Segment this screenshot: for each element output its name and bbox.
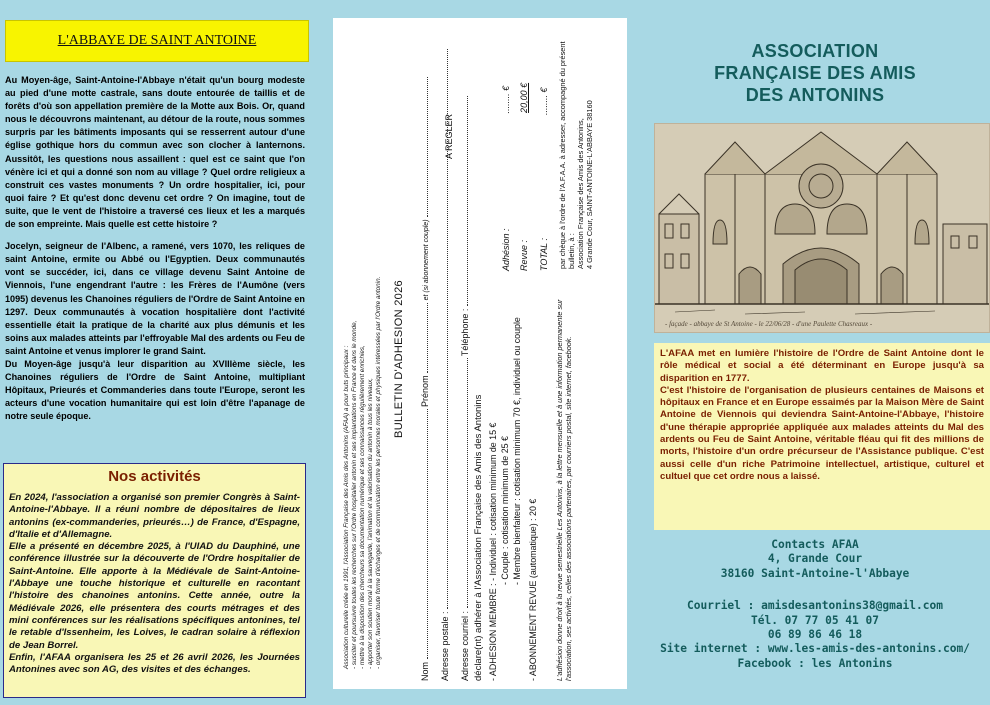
contacts-block (640, 538, 990, 671)
couple-note: et (si abonnement couple) (423, 219, 430, 301)
mission-item: - apporter son soutien moral à la sauvegarde, l'animation et la valorisation du antonin à tous les niveaux, (367, 377, 374, 669)
total-amount-label: TOTAL : (539, 237, 549, 271)
nom-row (419, 77, 430, 681)
right-panel (640, 0, 990, 705)
activities-box (3, 463, 306, 698)
a-regler-label: A REGLER (444, 113, 454, 159)
phone-1[interactable]: Tél. 07 77 05 41 07 (751, 613, 879, 627)
option-bienfaiteur[interactable]: - Membre bienfaiteur : cotisation minimum 70 €, individuel ou couple (512, 317, 522, 585)
abbaye-title: L'ABBAYE DE SAINT ANTOINE (57, 33, 257, 48)
abbaye-history-text (5, 74, 305, 432)
option-individuel[interactable]: - Individuel : cotisation minimum de 15 € (488, 422, 498, 581)
cheque-line-3: 4 Grande Cour, SAINT-ANTOINE-L'ABBAYE 38160 (585, 100, 594, 269)
revue-amount-value: 20,00 € (519, 82, 529, 113)
nom-field[interactable] (419, 409, 428, 659)
subscription-note: L'adhésion donne droit à la revue semestrielle Les Antonins, à la lettre mensuelle et à une information permanente sur l'association, ses activités, celles des associations partenaires, par courriers postal, site internet, facebook. (555, 299, 573, 681)
mission-intro: Association culturelle créée en 1991, l'Association Française des Amis des Antonins (AFAA) a pour buts principaux : (343, 345, 350, 669)
couple-field[interactable] (419, 77, 428, 217)
association-title: ASSOCIATION FRANÇAISE DES AMIS DES ANTONINS (714, 41, 916, 105)
declare-text: déclare(nt) adhérer à l'Association Française des Amis des Antonins (473, 394, 484, 681)
nom-label: Nom (420, 661, 430, 681)
payment-summary (443, 39, 455, 369)
abbey-sketch-image (654, 123, 990, 333)
contacts-title: Contacts AFAA (771, 538, 859, 551)
mission-item: - susciter et poursuivre toutes les recherches sur l'Ordre hospitalier antonin et ses implantations en France et dans le monde, (351, 320, 358, 669)
phone-2[interactable]: 06 89 86 46 18 (767, 628, 863, 642)
mission-item: - organiser, favoriser toute forme d'échanges et de communication entre les personnes morales et physiques intéressées par l'Ordre antonin. (375, 276, 382, 669)
history-paragraph-1: Au Moyen-âge, Saint-Antoine-l'Abbaye n'était qu'un bourg modeste au pied d'une motte castrale, sans doute entourée de taillis et de forêts d'où son appellation première de la Motte aux Bois. Or, quand nous le découvrons maintenant, au détour de la route, nous sommes surpris par les bâtiments imposants qui se resserrent autour d'une église gothique hors du commun avec son clocher à lanternons. Aussitôt, les questions nous assaillent : quel est ce saint que l'on vénère ici et qui a donné son nom au village ? Quel ordre religieux a construit ces vastes monuments ? Un ordre hospitalier, ici, pour quoi faire ? Et qu'est donc devenu cet ordre ? On imagine, tout de suite, que le vent de l'histoire a traversé ces lieux et les a marqués de son empreinte. Mais quelle est cette histoire ? (5, 75, 305, 230)
telephone-label: Téléphone : (460, 308, 470, 357)
cheque-line-1: par chèque à l'ordre de l'A.F.A.A. à adresser, accompagné du présent bulletin, à : (558, 41, 576, 269)
adhesion-amount-value[interactable]: ........ € (501, 85, 511, 114)
adresse-courriel-field[interactable] (459, 358, 468, 608)
adresse-courriel-label: Adresse courriel : (460, 610, 470, 681)
afaa-description-box (654, 343, 990, 530)
left-panel (0, 0, 315, 705)
membre-label: - ADHESION MEMBRE : (488, 583, 498, 681)
revue-amount-label: Revue : (519, 239, 529, 271)
description-paragraph-1: L'AFAA met en lumière l'histoire de l'Ordre de Saint Antoine dont le rôle médical et social a été déterminant en Europe jusqu'à sa disparition en 1777. (660, 348, 984, 384)
membership-form-panel (333, 18, 627, 689)
adresse-postale-label: Adresse postale : (440, 611, 450, 681)
history-paragraph-3: Du Moyen-âge jusqu'à leur disparition au XVIIIème siècle, les Chanoines réguliers de l'Ordre de Saint Antoine, multipliant Hôpitaux, Prieurés et Commanderies dans toute l'Europe, seront les acteurs d'une vocation humanitaire qui est loin d'être l'apanage de notre seule époque. (5, 358, 305, 422)
adhesion-amount-row (501, 86, 511, 271)
cheque-line-2: Association Française des Amis des Antonins, (576, 118, 585, 269)
association-mission (343, 39, 383, 669)
abbaye-title-box (5, 20, 309, 62)
sketch-caption: - façade - abbaye de St Antoine - le 22/06/28 - d'une Paulette Chasreaux - (665, 320, 873, 328)
membership-form-rotated (333, 18, 627, 689)
email-link[interactable]: Courriel : amisdesantonins38@gmail.com (687, 599, 943, 613)
telephone-field[interactable] (459, 96, 468, 306)
abbey-facade-drawing (655, 124, 990, 333)
facebook-link[interactable]: Facebook : les Antonins (737, 656, 893, 670)
adhesion-amount-label: Adhésion : (501, 228, 511, 271)
activities-paragraph-1: En 2024, l'association a organisé son premier Congrès à Saint-Antoine-l'Abbaye. Il a réuni nombre de dépositaires de lieux antonins (ex-commanderies, prieurés…) de France, d'Espagne, d'Italie et d'Allemagne. (9, 492, 300, 540)
website-link[interactable]: Site internet : www.les-amis-des-antonins.com/ (660, 642, 970, 656)
revue-amount-row (519, 83, 529, 271)
prenom-label: Prénom (420, 375, 430, 407)
description-paragraph-2: C'est l'histoire de l'organisation de plusieurs centaines de Maisons et hôpitaux en France et en Europe essaimés par la Maison Mère de Saint Antoine de Viennois qui deviendra Saint-Antoine-l'Abbaye, l'histoire d'une thérapie appropriée appliquée aux malades atteints du Mal des ardents ou Feu de Saint Antoine, véritable fléau qui fit des millions de morts, l'histoire d'un ordre précurseur de l'Assistance publique. C'est aussi celle d'un riche Patrimoine intellectuel, artistique, culturel et cultuel que cet ordre nous a laissé. (660, 384, 984, 482)
prenom-field[interactable] (419, 303, 428, 373)
address-line-2: 38160 Saint-Antoine-l'Abbaye (720, 566, 910, 580)
bulletin-title: BULLETIN D'ADHESION 2026 (393, 280, 405, 438)
cheque-instructions (558, 29, 594, 269)
option-couple[interactable]: - Couple : cotisation minimum de 25 € (500, 436, 510, 585)
activities-title: Nos activités (108, 468, 201, 485)
mission-item: - mettre à la disposition des chercheurs sa documentation numérique et ses connaissances régulièrement enrichies, (359, 345, 366, 669)
total-amount-row (539, 87, 549, 271)
activities-paragraph-3: Enfin, l'AFAA organisera les 25 et 26 avril 2026, les Journées Antonines avec son AG, des visites et des échanges. (9, 651, 300, 676)
courriel-row (459, 96, 470, 681)
option-abonnement[interactable]: - ABONNEMENT REVUE (automatique) : 20 € (528, 498, 538, 681)
total-amount-value[interactable]: ........ € (539, 87, 549, 115)
history-paragraph-2: Jocelyn, seigneur de l'Albenc, a ramené, vers 1070, les reliques de saint Antoine, ermite ou Abbé ou l'Egyptien. Deux communautés vont se succéder, ici, dans ce village devenu Saint Antoine de Viennois, l'une engendrant l'autre : les Frères de l'Aumône (vers 1095) devenus les Chanoines réguliers de l'Ordre de Saint Antoine en 1297. Deux communautés à vocation hospitalière dont l'activité essentielle était la pratique de la charité aux plus démunis et les soins aux malades atteints par l'effroyable Mal des ardents ou Feu de saint Antoine et venus implorer le grand Saint. (5, 241, 305, 356)
address-line-1: 4, Grande Cour (767, 552, 863, 566)
activities-paragraph-2: Elle a présenté en décembre 2025, à l'UIAD du Dauphiné, une conférence illustrée sur la découverte de l'Ordre hospitalier de Saint-Antoine. Elle apporte à la Médiévale de Saint-Antoine-l'Abbaye une touche historique et culturelle en racontant l'histoire des chanoines antonins. Cette année, outre la Médiévale 2026, elle présentera des courts métrages et des mini conférences sur les réalisations spécifiques antonines, tel le retable d'Issenheim, les Loives, le cadran solaire à réflexion de Jean Borrel. (9, 541, 300, 651)
